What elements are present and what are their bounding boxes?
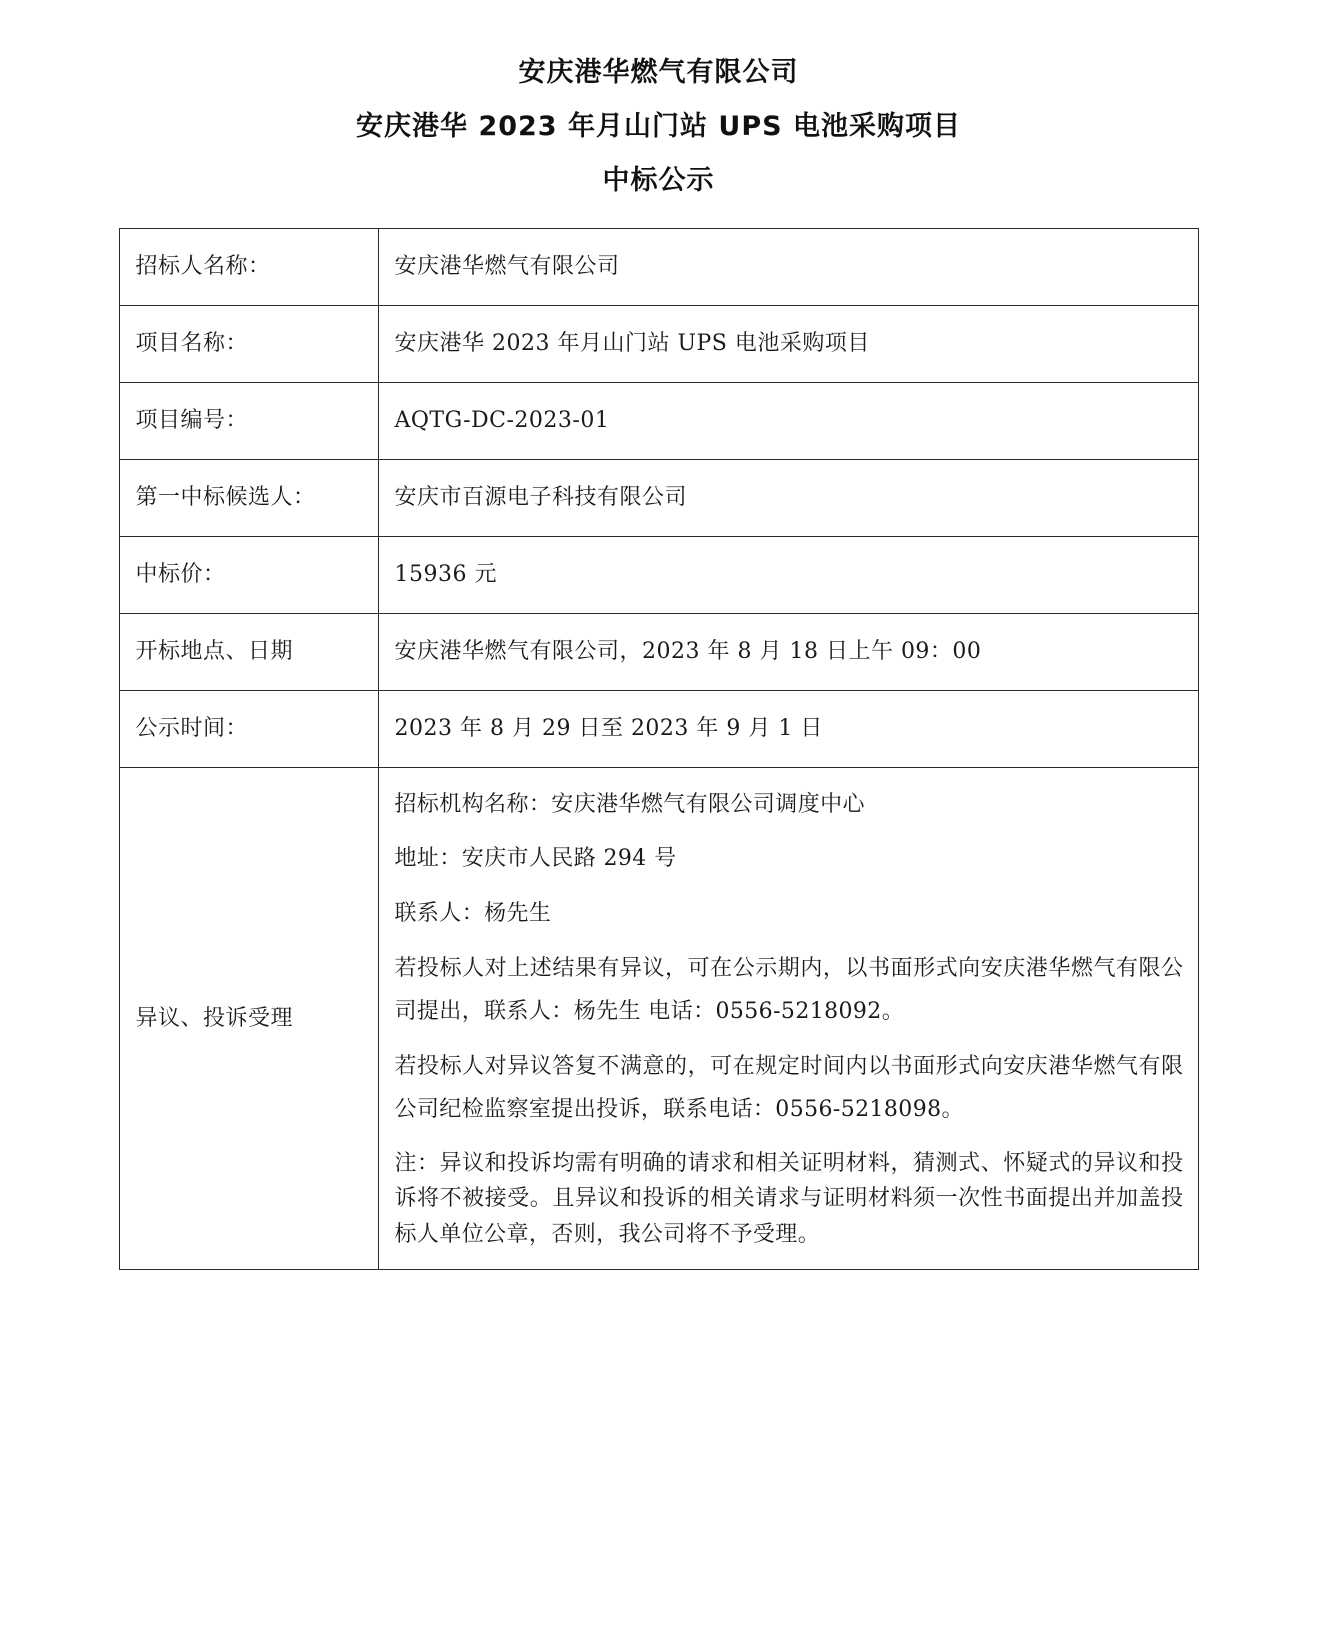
- notice-table: [119, 228, 1199, 1270]
- row-label-project-number: 项目编号：: [119, 382, 378, 459]
- row-value-tenderer: 安庆港华燃气有限公司: [378, 228, 1198, 305]
- row-label-publicity-period: 公示时间：: [119, 690, 378, 767]
- table-row: [119, 536, 1198, 613]
- complaint-paragraph-objection: 若投标人对上述结果有异议，可在公示期内，以书面形式向安庆港华燃气有限公司提出，联系人：杨先生 电话：0556-5218092。: [394, 956, 1184, 1025]
- row-label-project-name: 项目名称：: [119, 305, 378, 382]
- page-title: [100, 52, 1217, 202]
- row-value-project-name: 安庆港华 2023 年月山门站 UPS 电池采购项目: [378, 305, 1198, 382]
- complaint-note: 注：异议和投诉均需有明确的请求和相关证明材料，猜测式、怀疑式的异议和投诉将不被接受。且异议和投诉的相关请求与证明材料须一次性书面提出并加盖投标人单位公章，否则，我公司将不予受理。: [394, 1150, 1184, 1248]
- table-row: [119, 690, 1198, 767]
- row-label-tenderer: 招标人名称：: [119, 228, 378, 305]
- title-line-project: 安庆港华 2023 年月山门站 UPS 电池采购项目: [356, 110, 961, 142]
- row-value-bid-opening: 安庆港华燃气有限公司，2023 年 8 月 18 日上午 09：00: [378, 613, 1198, 690]
- row-label-complaint: 异议、投诉受理: [119, 767, 378, 1269]
- title-line-type: 中标公示: [602, 164, 715, 196]
- title-line-company: 安庆港华燃气有限公司: [518, 57, 799, 88]
- table-row-complaint: [119, 767, 1198, 1269]
- table-row: [119, 305, 1198, 382]
- table-row: [119, 228, 1198, 305]
- table-row: [119, 459, 1198, 536]
- row-value-first-candidate: 安庆市百源电子科技有限公司: [378, 459, 1198, 536]
- row-value-complaint: [378, 767, 1198, 1269]
- complaint-paragraph-contact: 联系人：杨先生: [394, 901, 552, 927]
- complaint-paragraph-appeal: 若投标人对异议答复不满意的，可在规定时间内以书面形式向安庆港华燃气有限公司纪检监察室提出投诉，联系电话：0556-5218098。: [394, 1053, 1184, 1122]
- row-label-bid-opening: 开标地点、日期: [119, 613, 378, 690]
- row-value-project-number: AQTG-DC-2023-01: [378, 382, 1198, 459]
- title-table-gap: [100, 202, 1217, 228]
- complaint-paragraph-agency: 招标机构名称：安庆港华燃气有限公司调度中心: [394, 791, 865, 817]
- row-value-winning-price: 15936 元: [378, 536, 1198, 613]
- table-row: [119, 382, 1198, 459]
- table-row: [119, 613, 1198, 690]
- complaint-paragraph-address: 地址：安庆市人民路 294 号: [394, 846, 677, 872]
- row-label-first-candidate: 第一中标候选人：: [119, 459, 378, 536]
- row-label-winning-price: 中标价：: [119, 536, 378, 613]
- row-value-publicity-period: 2023 年 8 月 29 日至 2023 年 9 月 1 日: [378, 690, 1198, 767]
